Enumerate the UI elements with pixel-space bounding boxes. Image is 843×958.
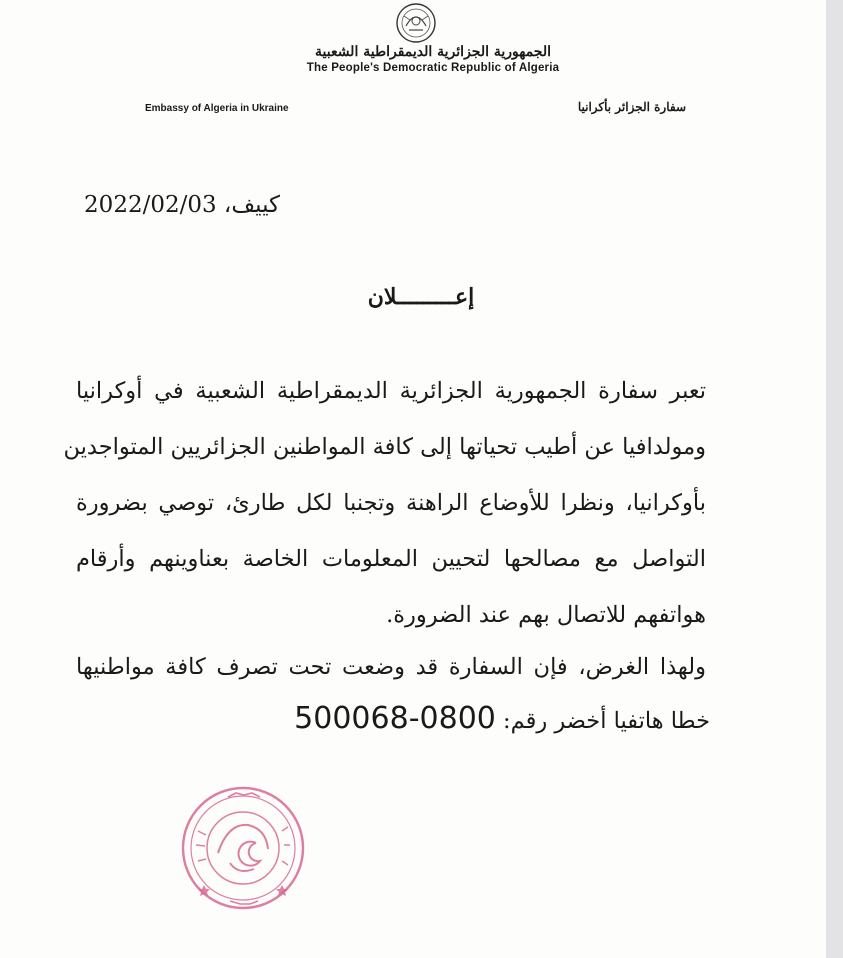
hotline-line	[280, 701, 710, 736]
embassy-seal-stamp-icon	[178, 783, 308, 913]
body-line: ولهذا الغرض، فإن السفارة قد وضعت تحت تصرف كافة مواطنيها	[76, 654, 706, 680]
place-date: كييف، 2022/02/03	[84, 192, 280, 218]
body-line: بأوكرانيا، ونظرا للأوضاع الراهنة وتجنبا لكل طارئ، توصي بضرورة	[76, 490, 706, 516]
header-republic-arabic: الجمهورية الجزائرية الديمقراطية الشعبية	[314, 44, 551, 60]
body-line: ومولدافيا عن أطيب تحياتها إلى كافة المواطنين الجزائريين المتواجدين	[63, 434, 706, 460]
body-line: تعبر سفارة الجمهورية الجزائرية الديمقراطية الشعبية في أوكرانيا	[76, 378, 706, 404]
algeria-emblem-icon	[392, 2, 440, 44]
announcement-title: إعـــــــــلان	[367, 284, 475, 310]
body-line: التواصل مع مصالحها لتحيين المعلومات الخاصة بعناوينهم وأرقام	[76, 546, 706, 572]
hotline-label: خطا هاتفيا أخضر رقم:	[503, 708, 710, 734]
page-edge-margin	[826, 0, 843, 958]
embassy-name-english: Embassy of Algeria in Ukraine	[145, 103, 289, 114]
body-line: هواتفهم للاتصال بهم عند الضرورة.	[386, 602, 706, 628]
embassy-name-arabic: سفارة الجزائر بأكرانيا	[577, 100, 686, 114]
header-republic-english: The People's Democratic Republic of Algeria	[306, 62, 560, 74]
hotline-number: 0800-500068	[294, 701, 496, 736]
